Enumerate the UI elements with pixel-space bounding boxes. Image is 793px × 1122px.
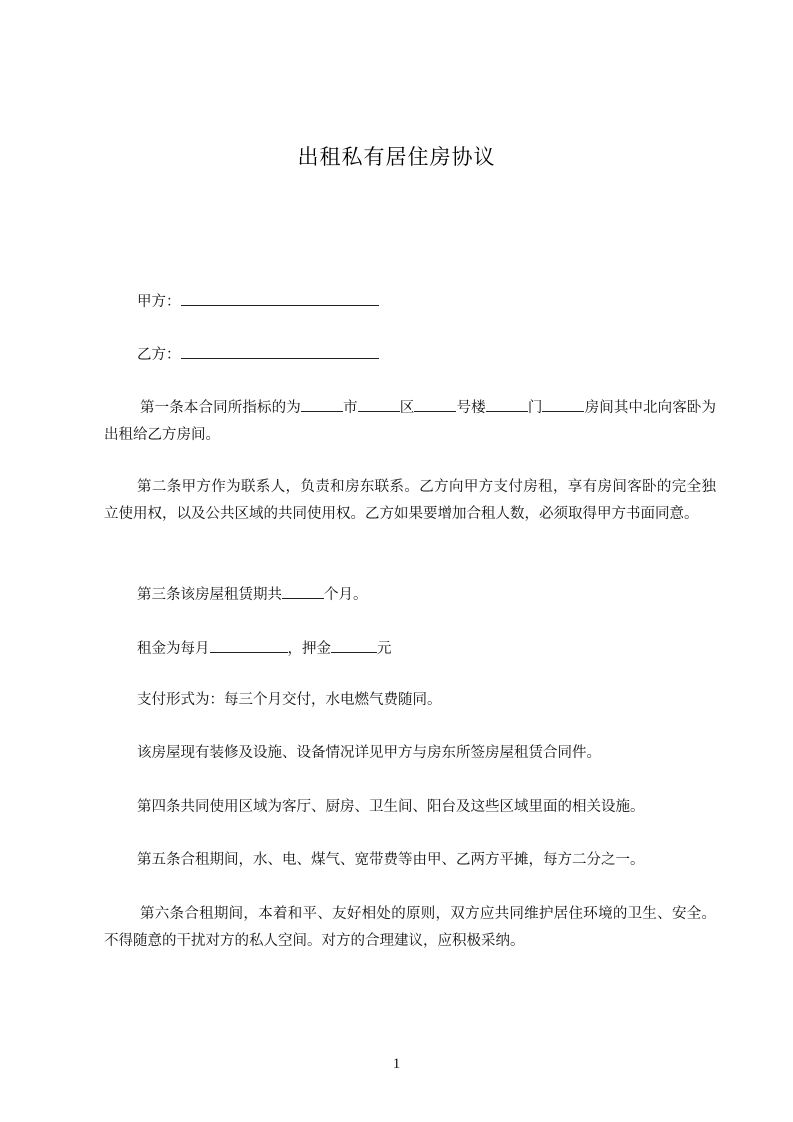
article-3	[137, 584, 368, 605]
city-label: 市	[342, 400, 358, 416]
article-2: 第二条甲方作为联系人，负责和房东联系。乙方向甲方支付房租，享有房间客卧的完全独立使用权，以及公共区域的共同使用权。乙方如果要增加合租人数，必须取得甲方书面同意。	[104, 479, 716, 522]
district-blank[interactable]	[358, 397, 400, 412]
document-title: 出租私有居住房协议	[297, 145, 496, 169]
page-number: 1	[392, 1056, 401, 1072]
party-b-label: 乙方：	[137, 347, 181, 363]
city-blank[interactable]	[301, 397, 343, 412]
rent-line	[137, 638, 392, 659]
party-a-blank[interactable]	[181, 291, 379, 306]
deposit-label: ，押金	[287, 641, 331, 657]
rent-blank[interactable]	[210, 638, 288, 653]
facilities-line: 该房屋现有装修及设施、设备情况详见甲方与房东所签房屋租赁合同件。	[137, 745, 601, 761]
article-1	[104, 395, 716, 449]
building-blank[interactable]	[414, 397, 456, 412]
article-4: 第四条共同使用区域为客厅、厨房、卫生间、阳台及这些区域里面的相关设施。	[137, 799, 645, 815]
district-label: 区	[399, 400, 415, 416]
payment-line: 支付形式为：每三个月交付，水电燃气费随同。	[137, 692, 442, 708]
door-label: 门	[527, 400, 543, 416]
door-blank[interactable]	[486, 397, 528, 412]
rent-start: 租金为每月	[137, 641, 210, 657]
article-5: 第五条合租期间，水、电、煤气、宽带费等由甲、乙两方平摊，每方二分之一。	[137, 852, 645, 868]
party-a-label: 甲方：	[137, 294, 181, 310]
article-3-end: 个月。	[324, 587, 368, 603]
room-blank[interactable]	[542, 397, 584, 412]
article-1-rest: 房间其中北向客卧为出租给乙方房间。	[104, 400, 717, 443]
party-b-blank[interactable]	[181, 344, 379, 359]
rent-unit: 元	[377, 641, 392, 657]
party-b-line	[137, 344, 379, 365]
article-3-start: 第三条该房屋租赁期共	[137, 587, 282, 603]
party-a-line	[137, 291, 379, 312]
article-6: 第六条合租期间，本着和平、友好相处的原则，双方应共同维护居住环境的卫生、安全。不得随意的干扰对方的私人空间。对方的合理建议，应积极采纳。	[104, 906, 716, 949]
deposit-blank[interactable]	[331, 638, 377, 653]
lease-months-blank[interactable]	[282, 584, 324, 599]
article-1-start: 第一条本合同所指标的为	[140, 400, 301, 416]
building-label: 号楼	[456, 400, 486, 416]
